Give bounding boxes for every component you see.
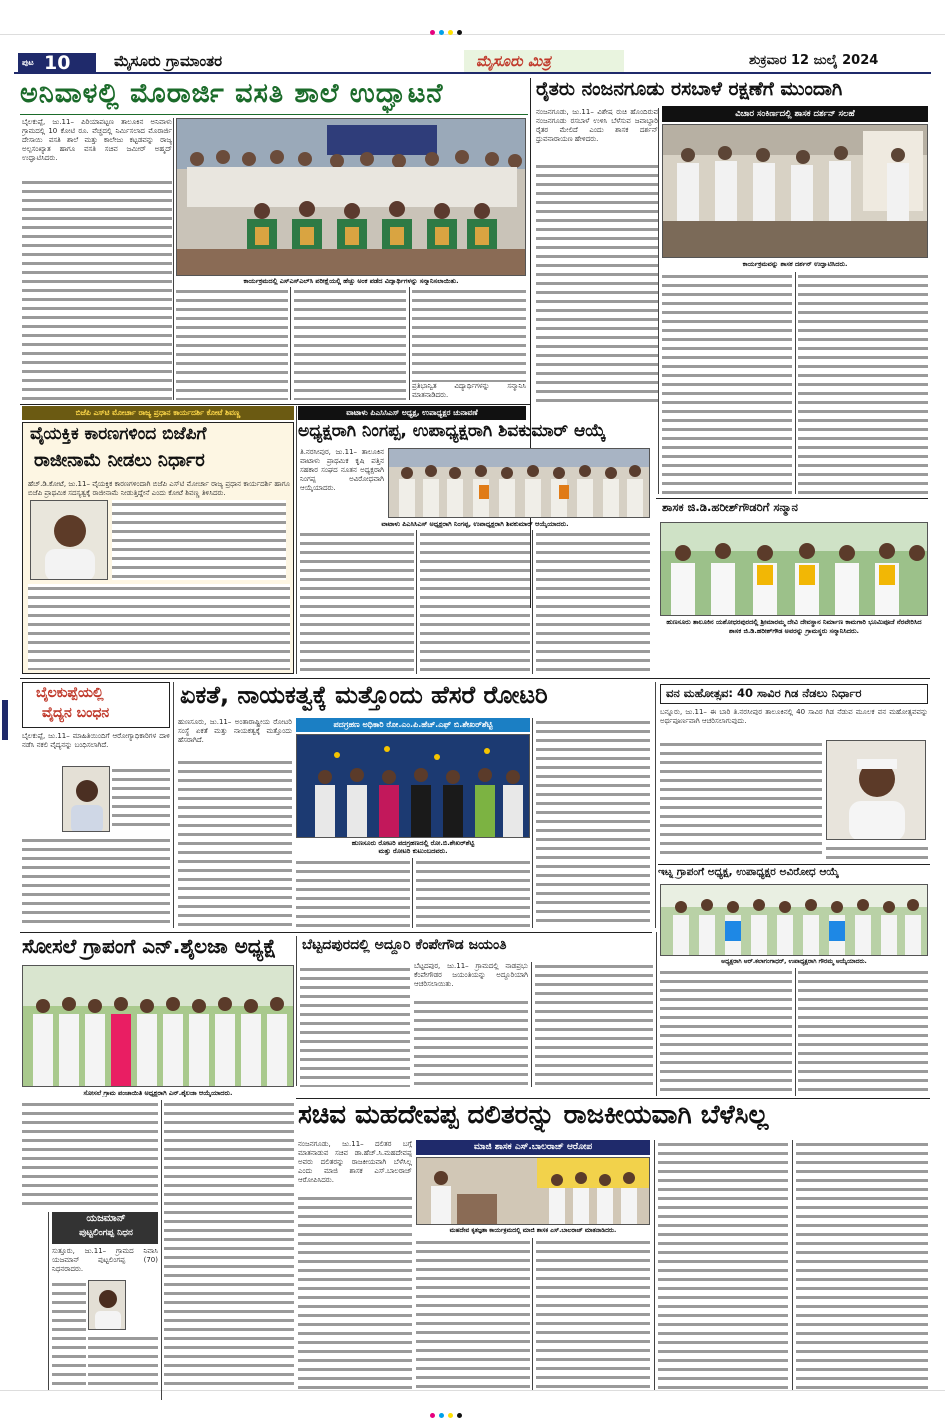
- column-rule: [532, 718, 533, 928]
- column-rule: [409, 287, 410, 400]
- column-rule: [531, 962, 532, 1087]
- caption-vatalu-photo: ವಾಟಾಳು ಪಿಎಸಿಸಿಎಸ್ ಅಧ್ಯಕ್ಷರಾಗಿ ನಿಂಗಪ್ಪ, ಉಪಾಧ್ಯಕ್ಷರಾಗಿ ಶಿವಕುಮಾರ್ ಆಯ್ಕೆಯಾದರು.: [381, 520, 569, 528]
- column-rule: [655, 682, 656, 928]
- subhead-rotary: ಪದಗ್ರಹಣ ಅಧಿಕಾರಿ ರೋ.ಎಂ.ಪಿ.ಹೆಚ್.ಎಫ್ ಬಿ.ಶೇಖರ್‌ಶೆಟ್ಟಿ: [296, 718, 530, 732]
- story-text-mahadevappa-col1: [298, 1140, 412, 1390]
- story-lead-obituary: ಸುತ್ತೂರು, ಜು.11– ಗ್ರಾಮದ ನಿವಾಸಿ ಯಜಮಾನ್ ಪುಟ್ಟಲಿಂಗಪ್ಪ (70) ನಿಧನರಾದರು.: [52, 1247, 158, 1273]
- subhead-mahadevappa: ಮಾಜಿ ಶಾಸಕ ಎಸ್.ಬಾಲರಾಜ್ ಆರೋಪ: [416, 1140, 650, 1155]
- story-text-sosale-col3: [300, 965, 410, 1087]
- column-rule: [654, 1140, 655, 1390]
- caption-rasabale-photo: ಕಾರ್ಯಕ್ರಮವನ್ನು ಶಾಸಕ ದರ್ಶನ್ ಉದ್ಘಾಟಿಸಿದರು.: [742, 260, 848, 268]
- sosale-grapam-photo: [22, 965, 294, 1087]
- story-text-mahadevappa-col5: [796, 1140, 928, 1390]
- headline-vatalu: ಅಧ್ಯಕ್ಷರಾಗಿ ನಿಂಗಪ್ಪ, ಉಪಾಧ್ಯಕ್ಷರಾಗಿ ಶಿವಕುಮಾರ್ ಆಯ್ಕೆ: [298, 423, 606, 441]
- issue-date: ಶುಕ್ರವಾರ 12 ಜುಲೈ 2024: [749, 53, 879, 68]
- headline-rotary: ಏಕತೆ, ನಾಯಕತ್ವಕ್ಕೆ ಮತ್ತೊಂದು ಹೆಸರೆ ರೋಟರಿ: [180, 683, 548, 709]
- story-lead-doctor: ಬೈಲಕುಪ್ಪೆ, ಜು.11– ಮಾಹಿತಿಯಿಂದಿಗೆ ಆರೋಗ್ಯಾಧಿಕಾರಿಗಳ ದಾಳಿ ನಡೆಸಿ ನಕಲಿ ವೈದ್ಯನನ್ನು ಬಂಧಿಸಲಾಗಿದೆ.: [22, 732, 170, 749]
- page-label-text: ಪುಟ: [22, 58, 34, 67]
- caption-rotary-1: ಹುಣಸೂರು ರೋಟರಿ ಪದಗ್ರಹಣದಲ್ಲಿ ರೋ.ಬಿ.ಶೇಖರ್‌ಶೆಟ್ಟಿ: [351, 839, 475, 847]
- column-rule: [296, 936, 297, 1086]
- column-rule: [656, 932, 657, 1096]
- story-text-rotary-col3: [416, 858, 530, 928]
- headline-rasabale: ರೈತರು ನಂಜನಗೂಡು ರಸಬಾಳೆ ರಕ್ಷಣೆಗೆ ಮುಂದಾಗಿ: [536, 80, 843, 100]
- headline-obituary-1: ಯಜಮಾನ್: [86, 1214, 126, 1224]
- story-text-mahadevappa-col3: [536, 1238, 650, 1390]
- kicker-bjp: ಬಿಜೆಪಿ ಎಸ್‌ಟಿ ಮೋರ್ಚಾ ರಾಜ್ಯ ಪ್ರಧಾನ ಕಾರ್ಯದರ್ಶಿ ಕೋಟೆ ಶಿವಣ್ಣ: [22, 406, 294, 420]
- doctor-portrait: [62, 766, 110, 832]
- story-text-rasabale-col1: [536, 108, 658, 408]
- column-rule: [296, 406, 297, 674]
- caption-itna-photo: ಅಧ್ಯಕ್ಷರಾಗಿ ಆರ್.ಕಲಾಗಂಗಾಧರ್, ಉಪಾಧ್ಯಕ್ಷರಾಗಿ ಗೌರಮ್ಮ ಆಯ್ಕೆಯಾದರು.: [721, 958, 867, 965]
- story-tail-school: ಪ್ರತಿಭಾನ್ವಿತ ವಿದ್ಯಾರ್ಥಿಗಳನ್ನು ಸನ್ಮಾನಿಸಿ ಮಾತನಾಡಿದರು.: [412, 382, 526, 399]
- headline-kempegowda: ಬೆಟ್ಟದಪುರದಲ್ಲಿ ಅದ್ದೂರಿ ಕೆಂಪೇಗೌಡ ಜಯಂತಿ: [302, 938, 507, 953]
- story-text-vatalu-col2: [300, 530, 414, 674]
- story-text-sosale-col1: [22, 1100, 158, 1208]
- story-text-kempegowda-col1: [414, 962, 528, 1087]
- story-text-vana-col1: [660, 708, 928, 738]
- paper-name: [464, 50, 624, 72]
- story-text-bjp-body: [28, 584, 290, 670]
- story-text-vatalu-col1: [300, 448, 384, 518]
- story-text-vana-col2: [660, 740, 822, 860]
- column-rule: [290, 287, 291, 400]
- headline-obituary-2: ಪುಟ್ಟಲಿಂಗಪ್ಪ ನಿಧನ: [79, 1229, 133, 1238]
- column-rule: [48, 1212, 49, 1390]
- headline-doctor-1: ಬೈಲಕುಪ್ಪೆಯಲ್ಲಿ: [36, 686, 104, 701]
- page-number: 10: [44, 52, 71, 74]
- story-text-vana-col3: [826, 844, 928, 862]
- headline-school-inauguration: ಅನಿವಾಳಲ್ಲಿ ಮೊರಾರ್ಜಿ ವಸತಿ ಶಾಲೆ ಉದ್ಘಾಟನೆ: [20, 80, 444, 109]
- column-rule: [792, 1140, 793, 1390]
- section-name: ಮೈಸೂರು ಗ್ರಾಮಾಂತರ: [114, 52, 223, 70]
- column-rule: [795, 968, 796, 1096]
- section-rule: [20, 932, 652, 933]
- obituary-portrait: [88, 1280, 126, 1330]
- column-rule: [412, 858, 413, 928]
- headline-doctor-2: ವೈದ್ಯನ ಬಂಧನ: [42, 706, 110, 721]
- headline-underline: [20, 114, 528, 115]
- story-text-school-col4: [412, 287, 526, 400]
- column-rule: [532, 530, 533, 674]
- headline-itna: ಇಟ್ನ ಗ್ರಾಪಂಗೆ ಅಧ್ಯಕ್ಷ, ಉಪಾಧ್ಯಕ್ಷರ ಅವಿರೋಧ ಆಯ್ಕೆ: [658, 867, 839, 878]
- section-rule: [658, 864, 930, 865]
- story-lead-rotary: ಹುಣಸೂರು, ಜು.11– ಅಂತಾರಾಷ್ಟ್ರೀಯ ರೋಟರಿ ಸಂಸ್ಥೆ ಏಕತೆ ಮತ್ತು ನಾಯಕತ್ವಕ್ಕೆ ಮತ್ತೊಂದು ಹೆಸರಾಗಿದೆ.: [178, 718, 292, 744]
- section-rule: [20, 404, 530, 405]
- column-rule: [173, 682, 174, 928]
- caption-sosale-photo: ಸೋಸಲೆ ಗ್ರಾಮ ಪಂಚಾಯಿತಿ ಅಧ್ಯಕ್ಷರಾಗಿ ಎನ್.ಶೈಲಜಾ ಆಯ್ಕೆಯಾದರು.: [83, 1089, 233, 1097]
- column-rule: [532, 1238, 533, 1390]
- itna-grapam-photo: [660, 884, 928, 956]
- story-lead-vana: ಬನ್ನೂರು, ಜು.11– ಈ ಬಾರಿ ತಿ.ನರಸೀಪುರ ತಾಲೂಕಿನಲ್ಲಿ 40 ಸಾವಿರ ಗಿಡ ನೆಡುವ ಮೂಲಕ ವನ ಮಹೋತ್ಸವವನ್ನು ಅರ್ಥಪೂರ್ಣವಾಗಿ ಆಚರಿಸಲಾಗುವುದು.: [660, 708, 928, 725]
- story-lead-mahadevappa: ನಂಜನಗೂಡು, ಜು.11– ದಲಿತರ ಬಗ್ಗೆ ಮಾತನಾಡುವ ಸಚಿವ ಡಾ.ಹೆಚ್.ಸಿ.ಮಹದೇವಪ್ಪ ಅವರು ದಲಿತರನ್ನು ರಾಜಕೀಯವಾಗಿ ಬೆಳೆಸಿಲ್ಲ ಎಂದು ಮಾಜಿ ಶಾಸಕ ಎಸ್.ಬಾಲರಾಜ್ ಆರೋಪಿಸಿದರು.: [298, 1140, 412, 1184]
- story-lead-kempegowda: ಬೆಟ್ಟದಪುರ, ಜು.11– ಗ್ರಾಮದಲ್ಲಿ ನಾಡಪ್ರಭು ಕೆಂಪೇಗೌಡರ ಜಯಂತಿಯನ್ನು ಅದ್ದೂರಿಯಾಗಿ ಆಚರಿಸಲಾಯಿತು.: [414, 962, 528, 988]
- caption-mahadevappa-photo: ಮಹದೇವ ಕೃತಜ್ಞತಾ ಕಾರ್ಯಕ್ರಮದಲ್ಲಿ ಮಾಜಿ ಶಾಸಕ ಎಸ್.ಬಾಲರಾಜ್ ಮಾತನಾಡಿದರು.: [449, 1227, 617, 1234]
- column-rule: [416, 530, 417, 674]
- story-text-mahadevappa-col2: [416, 1238, 530, 1390]
- story-text-rasabale-col3: [798, 272, 928, 494]
- rotary-installation-photo: [296, 734, 530, 838]
- story-text-rasabale-col2: [662, 272, 792, 494]
- story-text-school-col2: [176, 287, 288, 400]
- story-text-itna-col2: [798, 968, 928, 1096]
- top-crop-line: [0, 34, 945, 35]
- column-rule: [173, 118, 174, 400]
- column-rule: [795, 272, 796, 494]
- caption-rotary-2: ಮತ್ತು ರೋಟರಿ ಕುಟುಂಬದವರು.: [378, 847, 448, 855]
- rasabale-seminar-photo: [662, 124, 928, 258]
- story-text-bjp-col1: [112, 500, 286, 580]
- school-felicitation-photo: [176, 118, 526, 276]
- column-rule-main: [530, 78, 531, 608]
- story-text-doctor-side: [112, 766, 170, 832]
- story-text-school-col3: [294, 287, 406, 400]
- story-text-obituary-body: [88, 1334, 158, 1390]
- color-registration-top: [430, 20, 466, 39]
- subhead-rasabale: ವಿಚಾರ ಸಂಕಿರ್ಣದಲ್ಲಿ ಶಾಸಕ ದರ್ಶನ್ ಸಲಹೆ: [662, 106, 928, 122]
- caption-school-photo: ಕಾರ್ಯಕ್ರಮದಲ್ಲಿ ಎಸ್‌ಎಸ್‌ಎಲ್‌ಸಿ ಪರೀಕ್ಷೆಯಲ್ಲಿ ಹೆಚ್ಚು ಅಂಕ ಪಡೆದ ವಿದ್ಯಾರ್ಥಿಗಳನ್ನು ಸನ್ಮಾನಿಸಲಾಯಿತು.: [243, 277, 459, 285]
- story-text-rotary-col4: [536, 718, 650, 928]
- story-text-vatalu-col3: [420, 530, 530, 674]
- story-text-obituary-side: [52, 1280, 86, 1390]
- bottom-crop-line: [0, 1390, 945, 1391]
- headline-mahadevappa: ಸಚಿವ ಮಹದೇವಪ್ಪ ದಲಿತರನ್ನು ರಾಜಕೀಯವಾಗಿ ಬೆಳೆಸಿಲ್ಲ: [298, 1102, 769, 1130]
- headline-sosale: ಸೋಸಲೆ ಗ್ರಾಪಂಗೆ ಎನ್.ಶೈಲಜಾ ಅಧ್ಯಕ್ಷೆ: [22, 936, 277, 958]
- story-text-school-col1: [22, 118, 172, 400]
- story-text-rotary-col2: [296, 858, 410, 928]
- kicker-vatalu: ವಾಟಾಳು ಪಿಎಸಿಸಿಎಸ್ ಅಧ್ಯಕ್ಷ, ಉಪಾಧ್ಯಕ್ಷರ ಚುನಾವಣೆ: [298, 406, 526, 420]
- story-lead-bjp: ಹೆಚ್.ಡಿ.ಕೋಟೆ, ಜು.11– ವೈಯಕ್ತಿಕ ಕಾರಣಗಳಿಂದಾಗಿ ಬಿಜೆಪಿ ಎಸ್‌ಟಿ ಮೋರ್ಚಾ ರಾಜ್ಯ ಪ್ರಧಾನ ಕಾರ್ಯದರ್ಶಿ ಹಾಗೂ ಬಿಜೆಪಿ ಪ್ರಾಥಮಿಕ ಸದಸ್ಯತ್ವಕ್ಕೆ ರಾಜೀನಾಮೆ ನೀಡುತ್ತಿದ್ದೇನೆ ಎಂದು ಕೋಟೆ ಶಿವಣ್ಣ ತಿಳಿಸಿದರು.: [28, 480, 290, 497]
- story-text-sosale-col2: [164, 1100, 294, 1390]
- headline-harishgowda: ಶಾಸಕ ಜಿ.ಡಿ.ಹರೀಶ್‌ಗೌಡರಿಗೆ ಸನ್ಮಾನ: [662, 502, 798, 514]
- story-text-rotary-col1: [178, 718, 292, 928]
- story-lead-vatalu: ತಿ.ನರಸೀಪುರ, ಜು.11– ತಾಲೂಕಿನ ವಾಟಾಳು ಪ್ರಾಥಮಿಕ ಕೃಷಿ ಪತ್ತಿನ ಸಹಕಾರ ಸಂಘದ ನೂತನ ಅಧ್ಯಕ್ಷರಾಗಿ ನಿಂಗಪ್ಪ ಅವಿರೋಧವಾಗಿ ಆಯ್ಕೆಯಾದರು.: [300, 448, 384, 492]
- vatalu-pacs-photo: [388, 448, 650, 518]
- column-rule: [161, 1100, 162, 1400]
- headline-bjp-2: ರಾಜೀನಾಮೆ ನೀಡಲು ನಿರ್ಧಾರ: [34, 452, 205, 471]
- story-text-kempegowda-col2: [535, 962, 653, 1087]
- story-text-mahadevappa-col4: [658, 1140, 788, 1390]
- story-text-itna-col1: [660, 968, 792, 1096]
- section-rule: [656, 498, 928, 499]
- mahadevappa-meeting-photo: [416, 1157, 650, 1225]
- color-registration-bottom: [430, 1403, 466, 1422]
- masthead: [14, 50, 931, 74]
- page-label: [18, 53, 96, 73]
- caption-harishgowda-photo: ಹುಣಸೂರು ತಾಲೂಕಿನ ಯಶೋಧರಪುರದಲ್ಲಿ ಶ್ರೀಮಾರಮ್ಮ ದೇವಿ ದೇವಸ್ಥಾನ ನಿರ್ಮಾಣ ಕಾಮಗಾರಿ ಭೂಮಿಪೂಜೆ ನೆರವೇರಿಸಿದ ಶಾಸಕ ಜಿ.ಡಿ.ಹರೀಶ್‌ಗೌಡ ಅವರನ್ನು ಗ್ರಾಮಸ್ಥರು ಸನ್ಮಾನಿಸಿದರು.: [666, 618, 922, 635]
- section-rule: [296, 1098, 930, 1099]
- vana-mahotsava-portrait: [826, 740, 926, 840]
- color-registration-left: [2, 700, 8, 740]
- headline-bjp-1: ವೈಯಕ್ತಿಕ ಕಾರಣಗಳಿಂದ ಬಿಜೆಪಿಗೆ: [30, 426, 207, 444]
- story-lead-school: ಬೈಲಕುಪ್ಪೆ, ಜು.11– ಪಿರಿಯಾಪಟ್ಟಣ ತಾಲೂಕಿನ ಅನಿವಾಳು ಗ್ರಾಮದಲ್ಲಿ 10 ಕೋಟಿ ರೂ. ವೆಚ್ಚದಲ್ಲಿ ನಿರ್ಮಿಸಲಾದ ಮೊರಾರ್ಜಿ ದೇಸಾಯಿ ವಸತಿ ಶಾಲೆ ಮತ್ತು ಕಾಲೇಜು ಕಟ್ಟಡವನ್ನು ರಾಜ್ಯ ಅಲ್ಪಸಂಖ್ಯಾತ ಹಾಗೂ ವಸತಿ ಸಚಿವ ಜಮೀರ್ ಅಹ್ಮದ್ ಉದ್ಘಾಟಿಸಿದರು.: [22, 118, 172, 162]
- section-rule: [20, 678, 930, 679]
- headline-vana-mahotsava: ವನ ಮಹೋತ್ಸವ: 40 ಸಾವಿರ ಗಿಡ ನೆಡಲು ನಿರ್ಧಾರ: [666, 688, 862, 700]
- story-lead-rasabale: ನಂಜನಗೂಡು, ಜು.11– ವಿಶೇಷ ರುಚಿ ಹೊಂದಿರುವ ನಂಜನಗೂಡು ರಸಬಾಳೆ ಉಳಿಸಿ ಬೆಳೆಸುವ ಜವಾಬ್ದಾರಿ ರೈತರ ಮೇಲಿದೆ ಎಂದು ಶಾಸಕ ದರ್ಶನ್ ಧ್ರುವನಾರಾಯಣ ಹೇಳಿದರು.: [536, 108, 658, 143]
- story-text-vatalu-col4: [536, 530, 650, 674]
- harishgowda-felicitation-photo: [660, 522, 928, 616]
- column-rule: [658, 108, 659, 494]
- kote-shivanna-portrait: [30, 500, 108, 580]
- story-text-doctor-body: [22, 836, 170, 928]
- paper-name-text: ಮೈಸೂರು ಮಿತ್ರ: [476, 52, 551, 70]
